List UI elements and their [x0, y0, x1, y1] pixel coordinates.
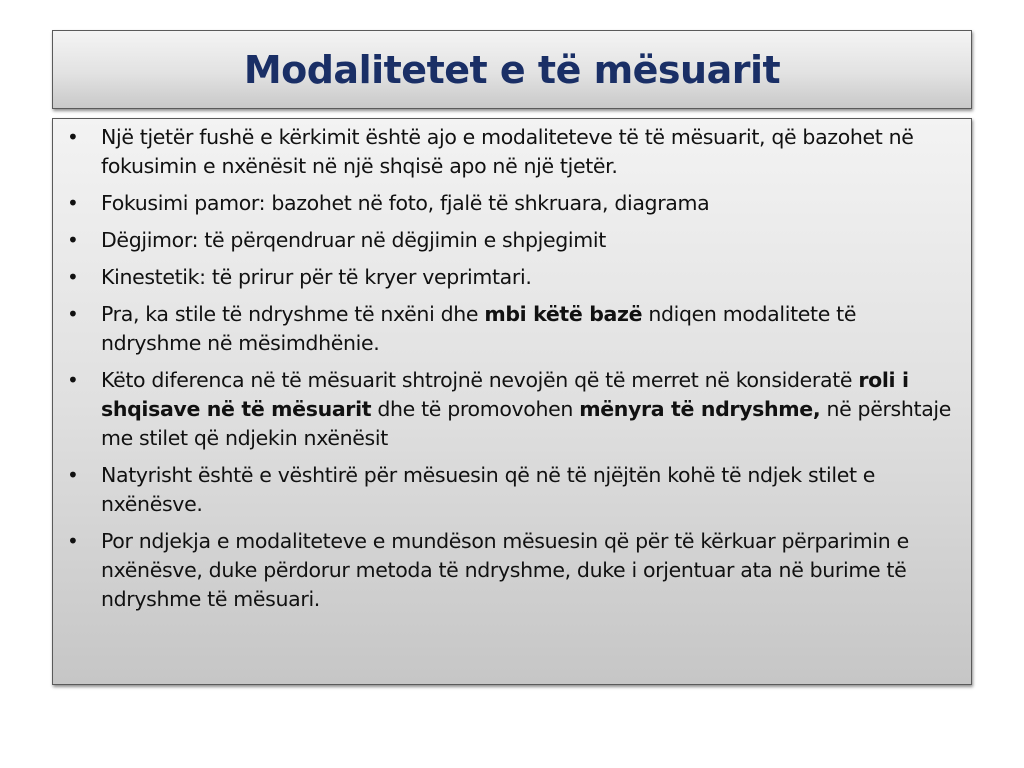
- bullet-text: Këto diferenca në të mësuarit shtrojnë nevojën që të merret në konsideratë: [101, 368, 859, 392]
- bullet-text: Pra, ka stile të ndryshme të nxëni dhe: [101, 302, 485, 326]
- bullet-item: [63, 527, 957, 614]
- bullet-dot-icon: •: [67, 228, 79, 252]
- bullet-text: Natyrisht është e vështirë për mësuesin që në të njëjtën kohë të ndjek stilet e nxënësve.: [101, 463, 876, 516]
- bullet-text: Kinestetik: të prirur për të kryer veprimtari.: [101, 265, 532, 289]
- bullet-list: [63, 123, 957, 614]
- slide-title-box: [52, 30, 972, 109]
- bullet-dot-icon: •: [67, 368, 79, 392]
- slide-title: Modalitetet e të mësuarit: [243, 47, 781, 92]
- bullet-text: ndiqen modalitete të ndryshme në mësimdhënie.: [101, 302, 857, 355]
- bullet-dot-icon: •: [67, 302, 79, 326]
- bullet-text: dhe të promovohen: [371, 397, 580, 421]
- bullet-text-bold: mbi këtë bazë: [484, 302, 643, 326]
- bullet-text: në përshtaje me stilet që ndjekin nxënësit: [101, 397, 952, 450]
- bullet-text: Fokusimi pamor: bazohet në foto, fjalë të shkruara, diagrama: [101, 191, 710, 215]
- bullet-item: [63, 300, 957, 358]
- bullet-item: [63, 366, 957, 453]
- bullet-dot-icon: •: [67, 265, 79, 289]
- bullet-dot-icon: •: [67, 529, 79, 553]
- slide-content-box: [52, 118, 972, 685]
- bullet-text-bold: mënyra të ndryshme,: [579, 397, 821, 421]
- bullet-text: Por ndjekja e modaliteteve e mundëson mësuesin që për të kërkuar përparimin e nxënësve, duke përdorur metoda të ndryshme, duke i orjentuar ata në burime të ndryshme të mësuari.: [101, 529, 909, 611]
- bullet-dot-icon: •: [67, 191, 79, 215]
- bullet-item: [63, 189, 957, 218]
- bullet-item: [63, 226, 957, 255]
- bullet-text: Një tjetër fushë e kërkimit është ajo e modaliteteve të të mësuarit, që bazohet në fokusimin e nxënësit në një shqisë apo në një tjetër.: [101, 125, 914, 178]
- bullet-dot-icon: •: [67, 125, 79, 149]
- bullet-text-bold: roli i shqisave në të mësuarit: [101, 368, 909, 421]
- bullet-dot-icon: •: [67, 463, 79, 487]
- bullet-item: [63, 461, 957, 519]
- bullet-item: [63, 263, 957, 292]
- bullet-item: [63, 123, 957, 181]
- bullet-text: Dëgjimor: të përqendruar në dëgjimin e shpjegimit: [101, 228, 606, 252]
